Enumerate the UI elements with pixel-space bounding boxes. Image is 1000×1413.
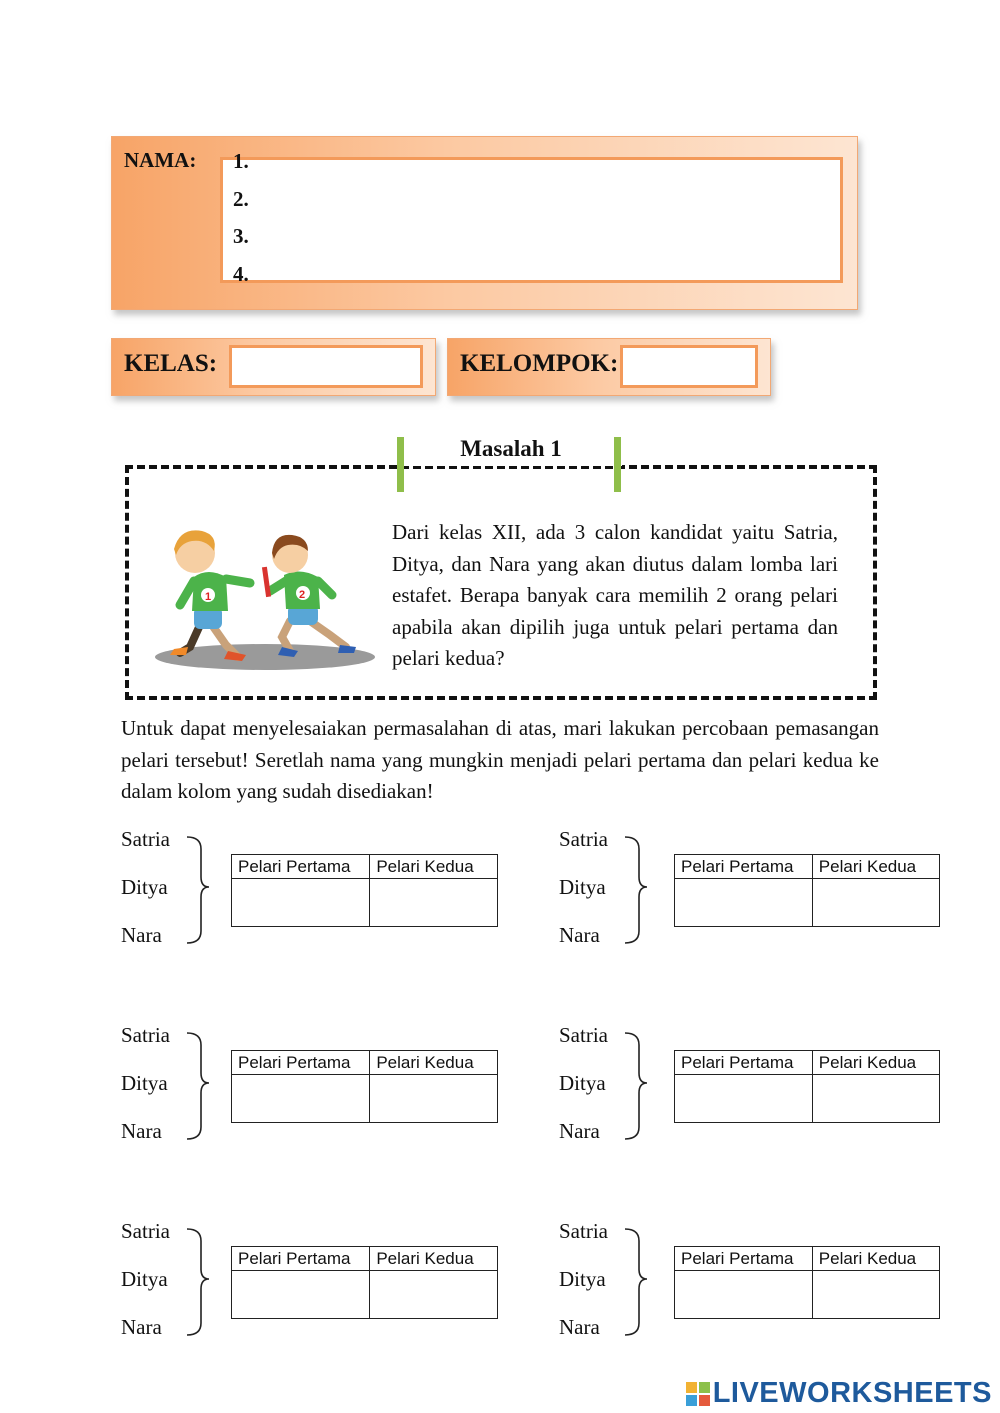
candidate-name[interactable]: Nara	[121, 1315, 162, 1339]
table-row	[232, 879, 498, 927]
candidate-name[interactable]: Ditya	[121, 875, 168, 899]
header-pelari-kedua: Pelari Kedua	[812, 855, 939, 879]
header-pelari-kedua: Pelari Kedua	[370, 1051, 498, 1075]
problem-text: Dari kelas XII, ada 3 calon kandidat yaitu Satria, Ditya, dan Nara yang akan diutus dalam lomba lari estafet. Berapa banyak cara memilih 2 orang pelari apabila akan dipilih juga untuk pelari pertama dan pelari kedua?	[392, 520, 838, 670]
candidate-name[interactable]: Nara	[121, 1119, 162, 1143]
answer-input[interactable]	[370, 1075, 497, 1122]
table-row	[675, 879, 940, 927]
brace-icon	[185, 1227, 211, 1337]
nama-input-1[interactable]	[255, 150, 835, 176]
nama-number-2: 2.	[233, 187, 249, 211]
drop-cell-pelari-kedua[interactable]	[370, 1271, 498, 1319]
candidate-name[interactable]: Satria	[121, 1219, 170, 1243]
drop-cell-pelari-pertama[interactable]	[232, 879, 370, 927]
candidate-name[interactable]: Ditya	[121, 1267, 168, 1291]
svg-text:2: 2	[299, 589, 306, 601]
brace-icon	[185, 1031, 211, 1141]
brace-icon	[623, 835, 649, 945]
answer-input[interactable]	[813, 879, 939, 926]
nama-label: NAMA:	[124, 148, 197, 172]
answer-input[interactable]	[813, 1271, 939, 1318]
drop-cell-pelari-kedua[interactable]	[812, 879, 939, 927]
brace-icon	[623, 1227, 649, 1337]
drop-cell-pelari-pertama[interactable]	[675, 1271, 813, 1319]
answer-input[interactable]	[370, 1271, 497, 1318]
title-bar-right	[614, 437, 621, 492]
table-row	[675, 1271, 940, 1319]
drop-cell-pelari-pertama[interactable]	[675, 879, 813, 927]
problem-title: Masalah 1	[400, 436, 622, 466]
kelas-input[interactable]	[232, 348, 420, 385]
candidate-name[interactable]: Ditya	[559, 1267, 606, 1291]
candidate-name[interactable]: Satria	[121, 1023, 170, 1047]
table-row	[675, 1075, 940, 1123]
answer-table	[231, 1050, 498, 1123]
brace-icon	[623, 1031, 649, 1141]
header-pelari-kedua: Pelari Kedua	[812, 1051, 939, 1075]
nama-number-4: 4.	[233, 262, 249, 286]
drop-cell-pelari-pertama[interactable]	[675, 1075, 813, 1123]
header-pelari-kedua: Pelari Kedua	[370, 855, 498, 879]
header-pelari-pertama: Pelari Pertama	[675, 1247, 813, 1271]
header-pelari-kedua: Pelari Kedua	[370, 1247, 498, 1271]
kelompok-input-box	[620, 345, 758, 388]
answer-input[interactable]	[675, 1271, 812, 1318]
candidate-name[interactable]: Nara	[559, 1315, 600, 1339]
candidate-name[interactable]: Satria	[121, 827, 170, 851]
nama-input-2[interactable]	[255, 187, 835, 213]
answer-table	[674, 1246, 940, 1319]
footer-logo	[686, 1377, 992, 1410]
drop-cell-pelari-pertama[interactable]	[232, 1075, 370, 1123]
kelompok-label: KELOMPOK:	[460, 350, 619, 377]
kelompok-input[interactable]	[623, 348, 755, 385]
nama-input-4[interactable]	[255, 255, 835, 279]
answer-input[interactable]	[232, 879, 369, 926]
table-row	[232, 1075, 498, 1123]
header-pelari-pertama: Pelari Pertama	[675, 1051, 813, 1075]
table-row	[232, 1271, 498, 1319]
header-pelari-kedua: Pelari Kedua	[812, 1247, 939, 1271]
drop-cell-pelari-kedua[interactable]	[370, 879, 498, 927]
nama-number-3: 3.	[233, 224, 249, 248]
answer-input[interactable]	[232, 1075, 369, 1122]
kelas-label: KELAS:	[124, 350, 218, 377]
candidate-name[interactable]: Satria	[559, 1023, 608, 1047]
header-pelari-pertama: Pelari Pertama	[675, 855, 813, 879]
svg-text:1: 1	[205, 591, 212, 603]
answer-table	[674, 1050, 940, 1123]
answer-input[interactable]	[675, 879, 812, 926]
candidate-name[interactable]: Nara	[121, 923, 162, 947]
candidate-name[interactable]: Satria	[559, 827, 608, 851]
drop-cell-pelari-kedua[interactable]	[370, 1075, 498, 1123]
title-bar-left	[397, 437, 404, 492]
answer-input[interactable]	[675, 1075, 812, 1122]
nama-number-1: 1.	[233, 149, 249, 173]
liveworksheets-logo-icon	[686, 1382, 710, 1406]
relay-runners-illustration	[150, 525, 382, 673]
candidate-name[interactable]: Ditya	[121, 1071, 168, 1095]
kelas-input-box	[229, 345, 423, 388]
candidate-name[interactable]: Satria	[559, 1219, 608, 1243]
header-pelari-pertama: Pelari Pertama	[232, 855, 370, 879]
footer-brand: LIVEWORKSHEETS	[712, 1377, 992, 1409]
answer-input[interactable]	[813, 1075, 939, 1122]
answer-input[interactable]	[232, 1271, 369, 1318]
candidate-name[interactable]: Nara	[559, 1119, 600, 1143]
candidate-name[interactable]: Ditya	[559, 875, 606, 899]
drop-cell-pelari-kedua[interactable]	[812, 1271, 939, 1319]
candidate-name[interactable]: Ditya	[559, 1071, 606, 1095]
brace-icon	[185, 835, 211, 945]
answer-table	[231, 854, 498, 927]
drop-cell-pelari-pertama[interactable]	[232, 1271, 370, 1319]
answer-table	[231, 1246, 498, 1319]
header-pelari-pertama: Pelari Pertama	[232, 1051, 370, 1075]
drop-cell-pelari-kedua[interactable]	[812, 1075, 939, 1123]
candidate-name[interactable]: Nara	[559, 923, 600, 947]
instructions-text: Untuk dapat menyelesaiakan permasalahan di atas, mari lakukan percobaan pemasangan pelari tersebut! Seretlah nama yang mungkin menjadi pelari pertama dan pelari kedua ke dalam kolom yang sudah disediakan!	[121, 716, 879, 803]
answer-input[interactable]	[370, 879, 497, 926]
header-pelari-pertama: Pelari Pertama	[232, 1247, 370, 1271]
nama-input-3[interactable]	[255, 224, 835, 250]
answer-table	[674, 854, 940, 927]
